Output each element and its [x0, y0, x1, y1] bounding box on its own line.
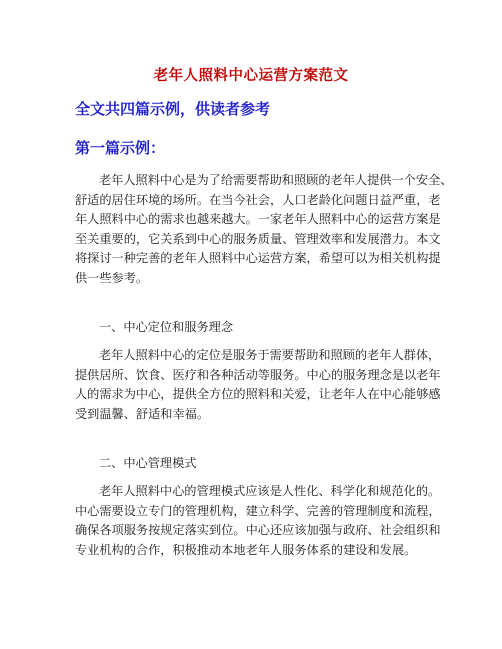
paragraph-line: 年人照料中心的需求也越来越大。一家老年人照料中心的运营方案是 [75, 212, 441, 226]
paragraph-2 [75, 346, 441, 424]
paragraph-line: 供一些参考。 [75, 270, 149, 285]
paragraph-line: 将探讨一种完善的老年人照料中心运营方案，希望可以为相关机构提 [75, 251, 441, 265]
intro-line: 全文共四篇示例，供读者参考 [75, 100, 271, 118]
section-heading-2: 二、中心管理模式 [99, 456, 197, 470]
paragraph-line: 中心需要设立专门的管理机构，建立科学、完善的管理制度和流程， [75, 503, 441, 518]
paragraph-1 [75, 171, 453, 288]
paragraph-line: 老年人照料中心的定位是服务于需要帮助和照顾的老年人群体， [99, 348, 441, 362]
paragraph-line: 人的需求为中心，提供全方位的照料和关爱，让老年人在中心能够感 [75, 387, 441, 401]
paragraph-line: 提供居所、饮食、医疗和各种活动等服务。中心的服务理念是以老年 [75, 367, 441, 382]
paragraph-line: 舒适的居住环境的场所。在当今社会，人口老龄化问题日益严重，老 [75, 192, 441, 207]
paragraph-3 [75, 482, 441, 560]
paragraph-line: 专业机构的合作，积极推动本地老年人服务体系的建设和发展。 [75, 542, 417, 557]
paragraph-line: 老年人照料中心的管理模式应该是人性化、科学化和规范化的。 [99, 484, 441, 498]
example-heading: 第一篇示例： [75, 139, 166, 157]
section-heading-1: 一、中心定位和服务理念 [99, 320, 234, 334]
paragraph-line: 老年人照料中心是为了给需要帮助和照顾的老年人提供一个安全、 [99, 173, 453, 187]
paragraph-line: 确保各项服务按规定落实到位。中心还应该加强与政府、社会组织和 [75, 523, 441, 537]
paragraph-line: 受到温馨、舒适和幸福。 [75, 406, 210, 421]
paragraph-line: 至关重要的，它关系到中心的服务质量、管理效率和发展潜力。本文 [75, 231, 441, 246]
document-title: 老年人照料中心运营方案范文 [153, 68, 349, 84]
